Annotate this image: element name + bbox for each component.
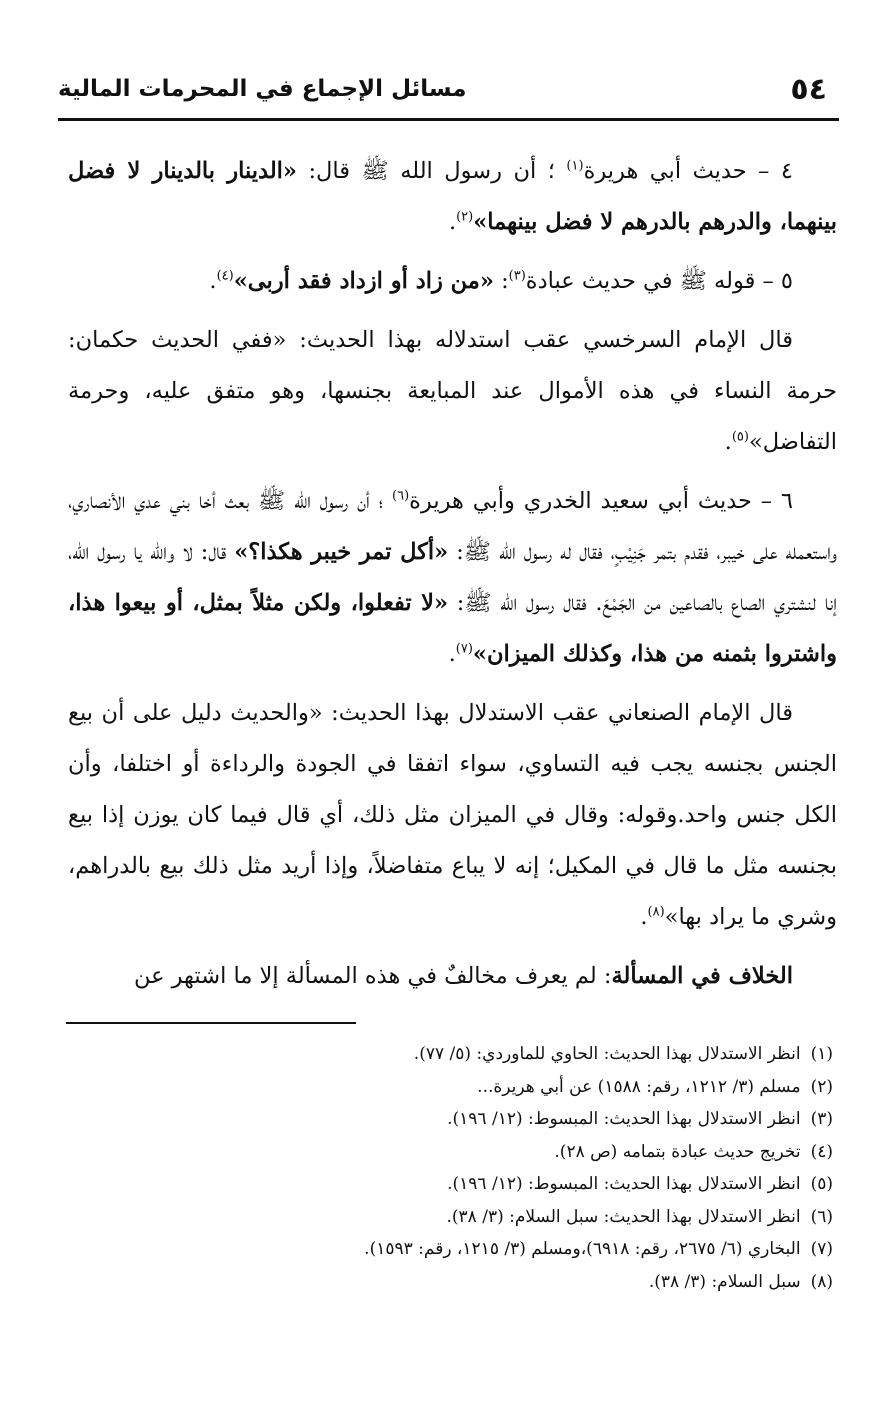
text-run: . [724, 429, 732, 455]
footnote [60, 1071, 833, 1104]
hadith-quote: «لا تفعلوا، ولكن مثلاً بمثل، أو بيعوا هذا، واشتروا بثمنه من هذا، وكذلك الميزان» [68, 590, 837, 667]
hadith-quote: «من زاد أو ازداد فقد أربى» [233, 268, 494, 294]
text-run: . [640, 904, 648, 930]
footnote-text: مسلم (٣/ ١٢١٢، رقم: ١٥٨٨) عن أبي هريرة... [477, 1076, 801, 1097]
footnote-text: البخاري (٦/ ٢٦٧٥، رقم: ٦٩١٨)،ومسلم (٣/ ١٢١٥، رقم: ١٥٩٣). [364, 1239, 801, 1259]
footnote [60, 1266, 833, 1299]
paragraph-sanani [68, 688, 837, 943]
text-run: ٦ – حديث أبي سعيد الخدري وأبي هريرة [409, 488, 793, 514]
text-run: ٥ – قوله ﷺ في حديث عبادة [525, 268, 793, 294]
footnote-number: (٣) [810, 1109, 833, 1129]
footnote-number: (١) [810, 1044, 833, 1064]
footnote-ref: (٦) [392, 488, 410, 504]
footnote-ref: (٧) [455, 641, 473, 657]
section-heading: الخلاف في المسألة [611, 963, 793, 989]
footnote-ref: (٨) [647, 904, 665, 920]
page-header [58, 72, 831, 118]
footnote [60, 1103, 833, 1136]
footnote [60, 1201, 833, 1234]
paragraph-hadith-6 [68, 476, 837, 680]
hadith-quote: «أكل تمر خيبر هكذا؟» [234, 539, 449, 565]
footnote-ref: (١) [566, 158, 584, 174]
text-run: . [448, 209, 457, 235]
footnotes [60, 1038, 833, 1298]
paragraph-hadith-4 [68, 146, 837, 248]
footnote-ref: (٥) [731, 429, 749, 445]
footnote-ref: (٣) [508, 268, 526, 284]
text-run: : لم يعرف مخالفٌ في هذه المسألة إلا ما اشتهر عن [133, 963, 612, 989]
paragraph-disagreement [68, 951, 837, 1002]
text-run: قال الإمام السرخسي عقب استدلاله بهذا الحديث: «ففي الحديث حكمان: حرمة النساء في هذه الأموال عند المبايعة بجنسها، وهو متفق عليه، وحرمة التفاضل» [68, 327, 837, 455]
text-run: قال الإمام الصنعاني عقب الاستدلال بهذا الحديث: «والحديث دليل على أن بيع الجنس بجنسه يجب فيه التساوي، سواء اتفقا في الجودة والرداءة أو اختلفا، وأن الكل جنس واحد.وقوله: وقال في الميزان مثل ذلك، أي قال فيما كان يوزن إذا بيع بجنسه مثل ما قال في المكيل؛ إنه لا يباع متفاضلاً، وإذا أريد مثل ذلك بيع بالدراهم، وشري ما يراد بها» [68, 700, 837, 930]
footnote-number: (٧) [810, 1239, 833, 1259]
text-run: ؛ أن رسول الله ﷺ قال: [296, 158, 567, 184]
footnote-rule [66, 1022, 356, 1024]
footnote [60, 1136, 833, 1169]
footnote [60, 1233, 833, 1266]
text-run: : [493, 268, 509, 294]
footnote-text: انظر الاستدلال بهذا الحديث: سبل السلام: (٣/ ٣٨). [446, 1206, 801, 1227]
text-run: . [209, 268, 217, 294]
footnote-ref: (٤) [216, 268, 234, 284]
text-run: قال: لا والله يا رسول الله، إنا لنشتري الصاع بالصاعين من الجَمْعَ. فقال رسول الله ﷺ: [68, 539, 837, 616]
footnote-text: انظر الاستدلال بهذا الحديث: المبسوط: (١٢/ ١٩٦). [447, 1174, 801, 1194]
running-title: مسائل الإجماع في المحرمات المالية [58, 76, 467, 102]
main-text [68, 146, 837, 1010]
footnote-text: تخريج حديث عبادة بتمامه (ص ٢٨). [554, 1141, 801, 1162]
text-run: ؛ أن رسول الله ﷺ بعث أخا بني عدي الأنصاري، واستعمله على خيبر، فقدم بتمر جَنِيْبٍ، فقال له رسول الله ﷺ: [68, 488, 837, 565]
footnote-text: سبل السلام: (٣/ ٣٨). [648, 1271, 801, 1292]
page-number: ٥٤ [790, 72, 827, 107]
footnote-number: (٦) [810, 1206, 833, 1227]
paragraph-hadith-5 [68, 256, 837, 307]
footnote-ref: (٢) [456, 209, 474, 225]
text-run: . [448, 641, 456, 667]
text-run: ٤ – حديث أبي هريرة [583, 158, 793, 184]
footnote-text: انظر الاستدلال بهذا الحديث: الحاوي للماوردي: (٥/ ٧٧). [413, 1044, 801, 1064]
footnote-number: (٢) [810, 1076, 833, 1097]
hadith-quote: «الدينار بالدينار لا فضل بينهما، والدرهم بالدرهم لا فضل بينهما» [68, 158, 837, 235]
header-rule [58, 118, 839, 121]
footnote-number: (٤) [810, 1141, 833, 1162]
footnote-text: انظر الاستدلال بهذا الحديث: المبسوط: (١٢/ ١٩٦). [447, 1109, 801, 1129]
footnote-number: (٨) [810, 1271, 833, 1292]
footnote-number: (٥) [810, 1174, 833, 1194]
footnote [60, 1038, 833, 1071]
paragraph-sarakhsi [68, 315, 837, 468]
footnote [60, 1168, 833, 1201]
